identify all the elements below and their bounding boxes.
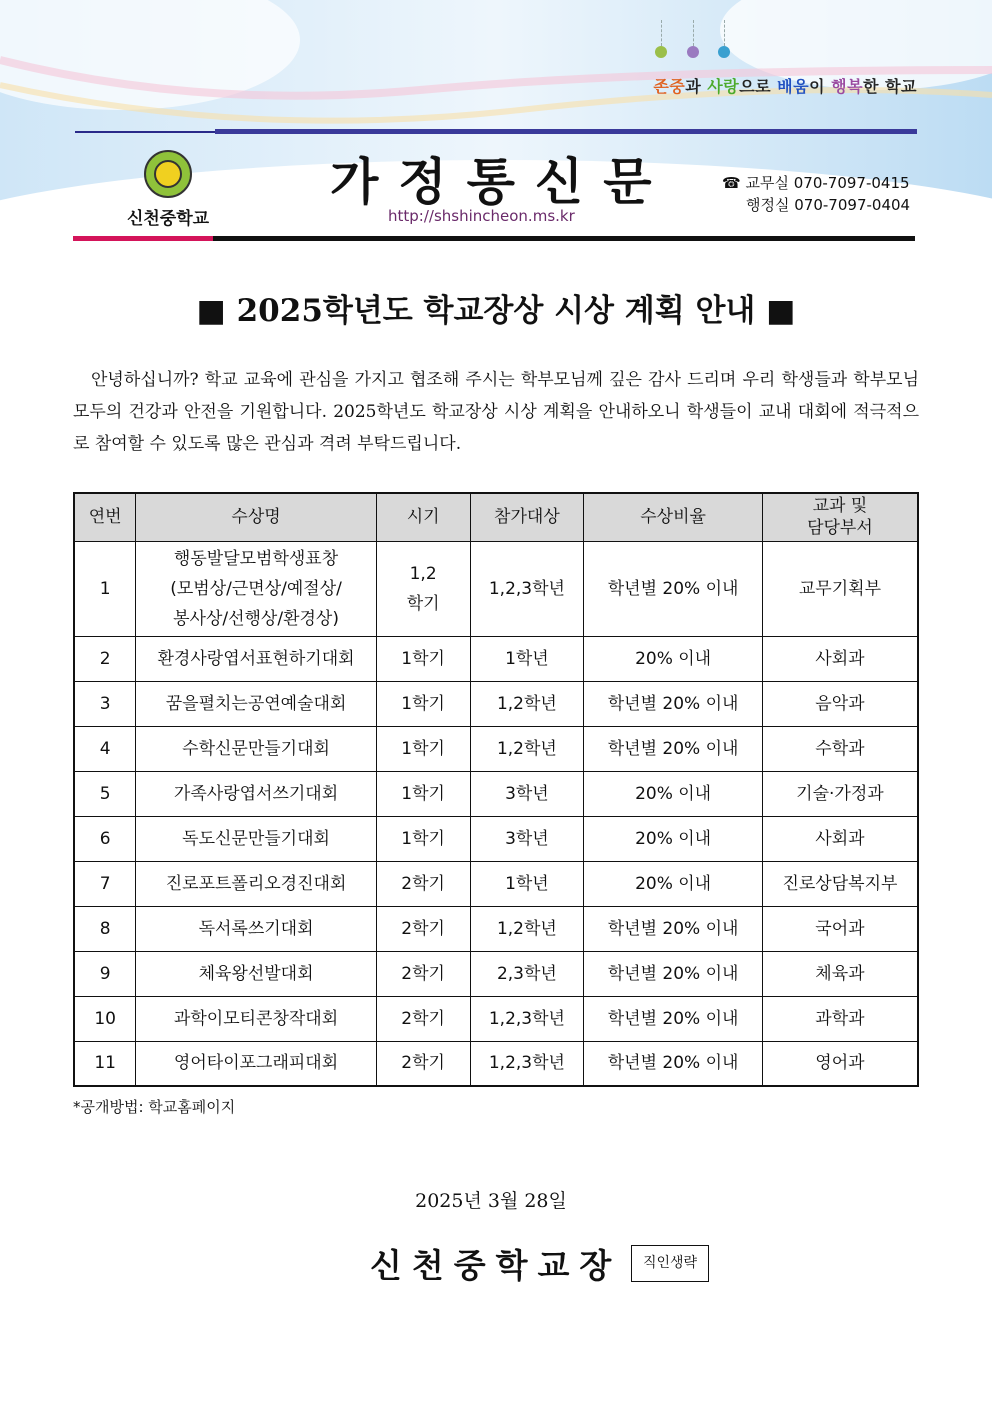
table-cell: 기술·가정과 [762,771,918,816]
table-cell: 20% 이내 [584,771,763,816]
table-cell: 20% 이내 [584,636,763,681]
table-header-row [74,493,918,541]
school-url[interactable]: http://shshincheon.ms.kr [388,207,575,225]
table-cell: 11 [74,1041,136,1086]
table-cell: 학년별 20% 이내 [584,726,763,771]
table-cell: 체육과 [762,951,918,996]
table-row [74,1041,918,1086]
table-cell: 1학년 [470,861,584,906]
blue-ornament-icon [718,46,730,58]
school-logo [118,150,218,229]
principal-signature: 신천중학교장 [370,1246,622,1285]
table-row [74,816,918,861]
intro-paragraph [73,364,919,460]
table-row [74,906,918,951]
ornament-string [693,20,695,46]
table-row [74,771,918,816]
school-emblem-icon [144,150,192,198]
document-title: ■ 2025학년도 학교장상 시상 계획 안내 ■ [196,293,796,329]
column-header: 참가대상 [470,493,584,541]
table-cell: 2학기 [376,996,470,1041]
motto-part: 행복 [831,77,864,96]
table-cell: 1학년 [470,636,584,681]
header-bottom-rule [73,236,915,241]
table-row [74,861,918,906]
table-cell: 1학기 [376,681,470,726]
table-cell: 수학신문만들기대회 [136,726,376,771]
table-cell: 가족사랑엽서쓰기대회 [136,771,376,816]
table-cell: 1학기 [376,636,470,681]
table-cell: 학년별 20% 이내 [584,541,763,636]
table-row [74,726,918,771]
column-header: 연번 [74,493,136,541]
table-row [74,636,918,681]
table-cell: 1 [74,541,136,636]
table-body [74,541,918,1086]
school-motto [653,74,917,97]
office1-number: 070-7097-0415 [793,174,910,192]
table-cell: 영어과 [762,1041,918,1086]
table-cell: 독서록쓰기대회 [136,906,376,951]
newsletter-title: 가정통신문 [330,153,672,211]
table-cell: 1,2학년 [470,681,584,726]
table-cell: 1학기 [376,816,470,861]
purple-ornament-icon [687,46,699,58]
table-cell: 3 [74,681,136,726]
table-cell: 음악과 [762,681,918,726]
table-cell: 20% 이내 [584,816,763,861]
motto-part: 이 [809,77,832,96]
table-cell: 학년별 20% 이내 [584,906,763,951]
column-header: 시기 [376,493,470,541]
table-cell: 6 [74,816,136,861]
table-cell: 영어타이포그래피대회 [136,1041,376,1086]
column-header: 교과 및 담당부서 [762,493,918,541]
disclosure-note: *공개방법: 학교홈페이지 [73,1098,236,1116]
table-cell: 2학기 [376,906,470,951]
green-ornament-icon [655,46,667,58]
table-cell: 사회과 [762,816,918,861]
table-cell: 1,2학년 [470,906,584,951]
table-cell: 과학이모티콘창작대회 [136,996,376,1041]
table-cell: 7 [74,861,136,906]
office2-number: 070-7097-0404 [794,196,911,214]
table-cell: 5 [74,771,136,816]
motto-part: 사랑 [707,77,740,96]
office2-label: 행정실 [746,196,790,214]
column-header: 수상비율 [584,493,763,541]
motto-part: 한 학교 [863,77,917,96]
motto-part: 과 [685,77,708,96]
table-cell: 2학기 [376,861,470,906]
table-cell: 1,2,3학년 [470,541,584,636]
table-cell: 20% 이내 [584,861,763,906]
phone-icon: ☎ [722,174,741,192]
table-cell: 1학기 [376,771,470,816]
table-cell: 2 [74,636,136,681]
table-cell: 진로상담복지부 [762,861,918,906]
table-cell: 수학과 [762,726,918,771]
motto-part: 배움 [777,77,810,96]
issue-date: 2025년 3월 28일 [415,1190,567,1212]
intro-text: 안녕하십니까? 학교 교육에 관심을 가지고 협조해 주시는 학부모님께 깊은 감사 드리며 우리 학생들과 학부모님 모두의 건강과 안전을 기원합니다. 2025학년도 학교장상 시상 계획을 안내하오니 학생들이 교내 대회에 적극적으로 참여할 수 있도록 많은 관심과 격려 부탁드립니다. [73,370,919,454]
header-top-rule [75,129,917,134]
table-cell: 1,2 학기 [376,541,470,636]
ornament-string [661,20,663,46]
table-cell: 국어과 [762,906,918,951]
table-cell: 꿈을펼치는공연예술대회 [136,681,376,726]
table-cell: 2학기 [376,951,470,996]
table-cell: 1학기 [376,726,470,771]
table-cell: 2학기 [376,1041,470,1086]
table-cell: 4 [74,726,136,771]
table-cell: 독도신문만들기대회 [136,816,376,861]
table-cell: 1,2,3학년 [470,1041,584,1086]
table-row [74,996,918,1041]
table-cell: 과학과 [762,996,918,1041]
contact-info [722,172,910,216]
motto-part: 존중 [653,77,686,96]
office1-label: 교무실 [745,174,789,192]
table-cell: 학년별 20% 이내 [584,951,763,996]
table-cell: 9 [74,951,136,996]
table-cell: 환경사랑엽서표현하기대회 [136,636,376,681]
award-plan-table [73,492,919,1087]
table-cell: 진로포트폴리오경진대회 [136,861,376,906]
table-cell: 행동발달모범학생표창 (모범상/근면상/예절상/ 봉사상/선행상/환경상) [136,541,376,636]
table-cell: 10 [74,996,136,1041]
hanging-ornaments [650,20,740,65]
table-row [74,681,918,726]
table-cell: 학년별 20% 이내 [584,1041,763,1086]
table-cell: 3학년 [470,771,584,816]
ornament-string [724,20,726,46]
table-cell: 8 [74,906,136,951]
table-cell: 1,2학년 [470,726,584,771]
table-cell: 학년별 20% 이내 [584,681,763,726]
table-cell: 학년별 20% 이내 [584,996,763,1041]
table-row [74,541,918,636]
official-stamp-omitted: 직인생략 [631,1245,709,1282]
table-row [74,951,918,996]
table-cell: 2,3학년 [470,951,584,996]
table-cell: 사회과 [762,636,918,681]
table-cell: 교무기획부 [762,541,918,636]
table-cell: 1,2,3학년 [470,996,584,1041]
column-header: 수상명 [136,493,376,541]
school-name: 신천중학교 [126,209,210,229]
motto-part: 으로 [739,77,778,96]
table-cell: 3학년 [470,816,584,861]
table-cell: 체육왕선발대회 [136,951,376,996]
